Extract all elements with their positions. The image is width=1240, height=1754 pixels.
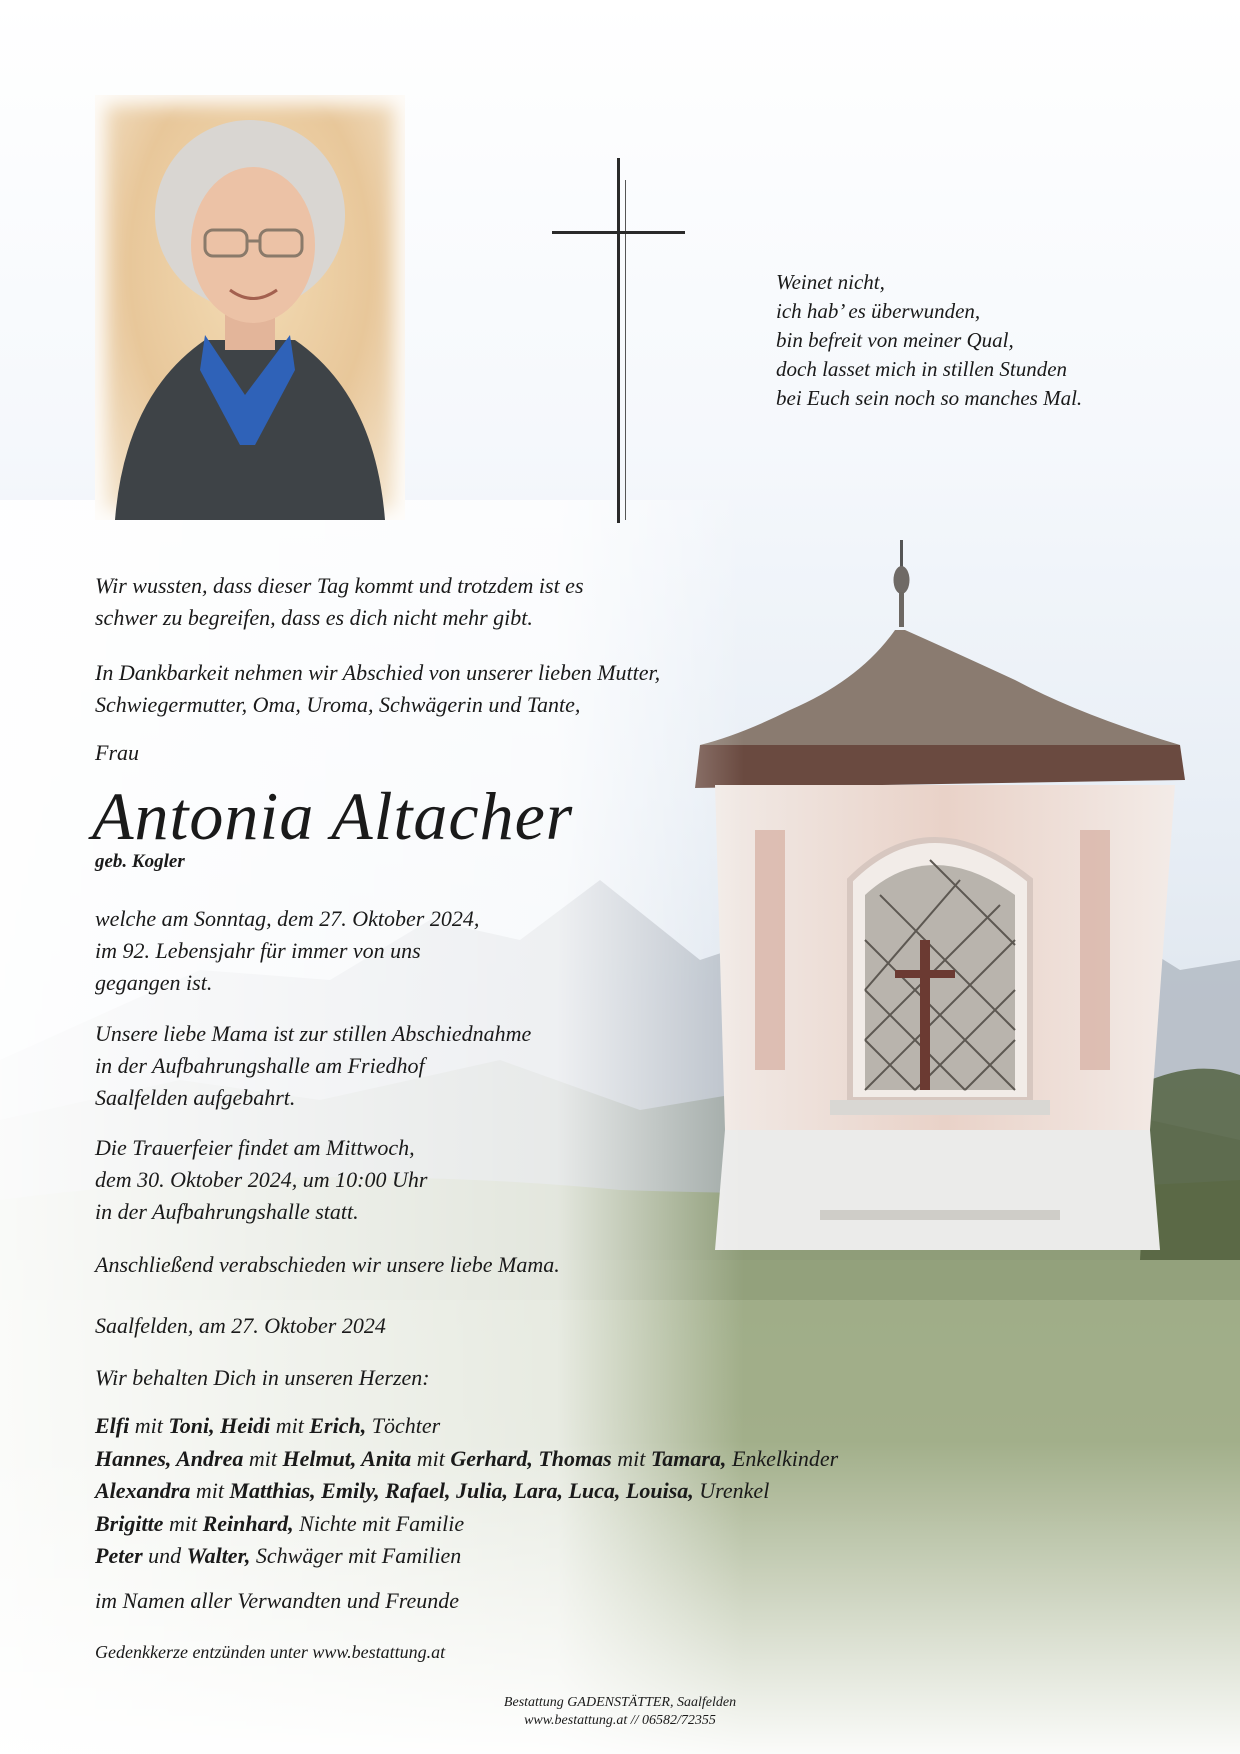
- funeral-info: [95, 1132, 427, 1228]
- footer-company: Bestattung GADENSTÄTTER, Saalfelden: [503, 1695, 737, 1710]
- place-date: Saalfelden, am 27. Oktober 2024: [95, 1313, 386, 1338]
- intro-line: schwer zu begreifen, dass es dich nicht mehr gibt.: [95, 605, 533, 630]
- farewell-line: In Dankbarkeit nehmen wir Abschied von unserer lieben Mutter,: [95, 660, 661, 685]
- portrait-photo: [95, 95, 405, 520]
- family-row: Peter und Walter, Schwäger mit Familien: [95, 1543, 462, 1568]
- footer: [0, 1694, 1240, 1730]
- family-row: Brigitte mit Reinhard, Nichte mit Familie: [95, 1510, 465, 1536]
- farewell-line: Schwiegermutter, Oma, Uroma, Schwägerin und Tante,: [95, 692, 581, 717]
- relatives-line: im Namen aller Verwandten und Freunde: [95, 1588, 459, 1613]
- poem-line: Weinet nicht,: [776, 270, 885, 294]
- cross-horizontal-bar: [552, 231, 685, 234]
- poem-line: doch lasset mich in stillen Stunden: [776, 357, 1068, 381]
- cross-vertical-bar: [617, 158, 620, 523]
- salutation: Frau: [95, 740, 139, 765]
- family-row: Alexandra mit Matthias, Emily, Rafael, Julia, Lara, Luca, Louisa, Urenkel: [95, 1478, 770, 1503]
- death-info: [95, 903, 479, 999]
- family-row: Hannes, Andrea mit Helmut, Anita mit Gerhard, Thomas mit Tamara, Enkelkinder: [95, 1445, 839, 1471]
- farewell-text: [95, 657, 660, 721]
- viewing-info: [95, 1018, 531, 1114]
- closing-text: Anschließend verabschieden wir unsere liebe Mama.: [95, 1252, 560, 1277]
- footer-contact[interactable]: www.bestattung.at // 06582/72355: [524, 1713, 716, 1728]
- maiden-name: geb. Kogler: [95, 851, 185, 872]
- viewing-line: in der Aufbahrungshalle am Friedhof: [95, 1053, 425, 1078]
- family-list: [95, 1410, 838, 1573]
- funeral-line: dem 30. Oktober 2024, um 10:00 Uhr: [95, 1167, 428, 1192]
- funeral-line: Die Trauerfeier findet am Mittwoch,: [95, 1135, 415, 1160]
- death-info-line: welche am Sonntag, dem 27. Oktober 2024,: [95, 906, 480, 931]
- poem-line: bei Euch sein noch so manches Mal.: [776, 386, 1083, 410]
- deceased-name: Antonia Altacher: [92, 778, 574, 854]
- candle-link[interactable]: Gedenkkerze entzünden unter www.bestattung.at: [95, 1642, 446, 1662]
- intro-line: Wir wussten, dass dieser Tag kommt und trotzdem ist es: [95, 573, 584, 598]
- viewing-line: Saalfelden aufgebahrt.: [95, 1085, 296, 1110]
- viewing-line: Unsere liebe Mama ist zur stillen Abschiednahme: [95, 1021, 532, 1046]
- poem-line: bin befreit von meiner Qual,: [776, 328, 1014, 352]
- intro-text: [95, 570, 584, 634]
- family-row: Elfi mit Toni, Heidi mit Erich, Töchter: [95, 1413, 441, 1438]
- death-info-line: im 92. Lebensjahr für immer von uns: [95, 938, 421, 963]
- hearts-line: Wir behalten Dich in unseren Herzen:: [95, 1365, 430, 1390]
- funeral-line: in der Aufbahrungshalle statt.: [95, 1199, 359, 1224]
- poem-line: ich hab’ es überwunden,: [776, 299, 981, 323]
- poem: [776, 268, 1082, 413]
- death-info-line: gegangen ist.: [95, 970, 213, 995]
